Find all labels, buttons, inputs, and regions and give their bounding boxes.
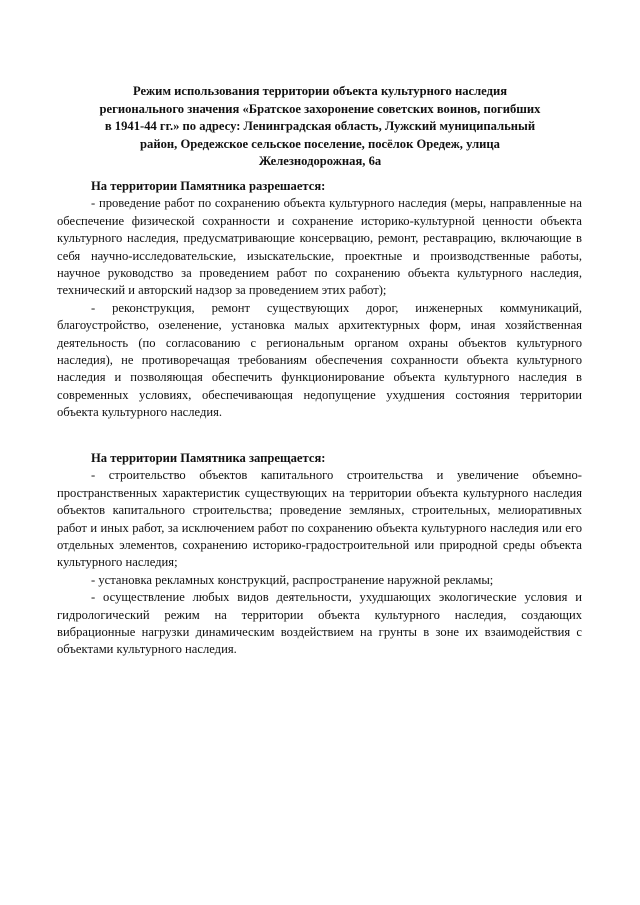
paragraph: - осуществление любых видов деятельности, ухудшающих экологические условия и гидрологический режим на территории объекта культурного наследия, создающих вибрационные нагрузки динамическим воздействием на грунты в зоне их взаимодействия с объектами культурного наследия.: [57, 590, 582, 657]
title-line: район, Оредежское сельское поселение, посёлок Оредеж, улица: [140, 136, 500, 151]
title-line: в 1941-44 гг.» по адресу: Ленинградская область, Лужский муниципальный: [104, 119, 536, 133]
section-forbidden: [57, 450, 582, 659]
paragraph: - реконструкция, ремонт существующих дорог, инженерных коммуникаций, благоустройство, озеленение, установка малых архитектурных форм, иная хозяйственная деятельность (по согласованию с региональным органом охраны объектов культурного наследия), не противоречащая требованиям обеспечения сохранности объекта культурного наследия и позволяющая обеспечить функционирование объекта культурного наследия в современных условиях, обеспечивающая недопущение ухудшения состояния территории объекта культурного наследия.: [57, 300, 582, 420]
document-title: [92, 83, 548, 171]
paragraph: - строительство объектов капитального строительства и увеличение объемно-пространственных характеристик существующих на территории объекта культурного наследия объектов капитального строительства; проведение земляных, строительных, мелиоративных работ и иных работ, за исключением работ по сохранению объекта культурного наследия или его отдельных элементов, сохранению историко-градостроительной или природной среды объекта культурного наследия;: [57, 468, 582, 570]
section-allowed: [57, 178, 582, 422]
paragraph: - проведение работ по сохранению объекта культурного наследия (меры, направленные на обеспечение физической сохранности и сохранение историко-культурной ценности объекта культурного наследия, предусматривающие консервацию, ремонт, реставрацию, включающие в себя научно-исследовательские, изыскательские, проектные и производственные работы, научное руководство за проведением работ по сохранению объекта культурного наследия, технический и авторский надзор за проведением этих работ);: [57, 196, 582, 298]
title-line: регионального значения «Братское захоронение советских воинов, погибших: [99, 101, 541, 116]
title-line: Режим использования территории объекта культурного наследия: [132, 84, 508, 98]
section-heading: На территории Памятника разрешается:: [91, 179, 326, 193]
paragraph: - установка рекламных конструкций, распространение наружной рекламы;: [91, 572, 494, 587]
section-heading: На территории Памятника запрещается:: [91, 451, 326, 465]
title-line: Железнодорожная, 6а: [258, 154, 382, 168]
